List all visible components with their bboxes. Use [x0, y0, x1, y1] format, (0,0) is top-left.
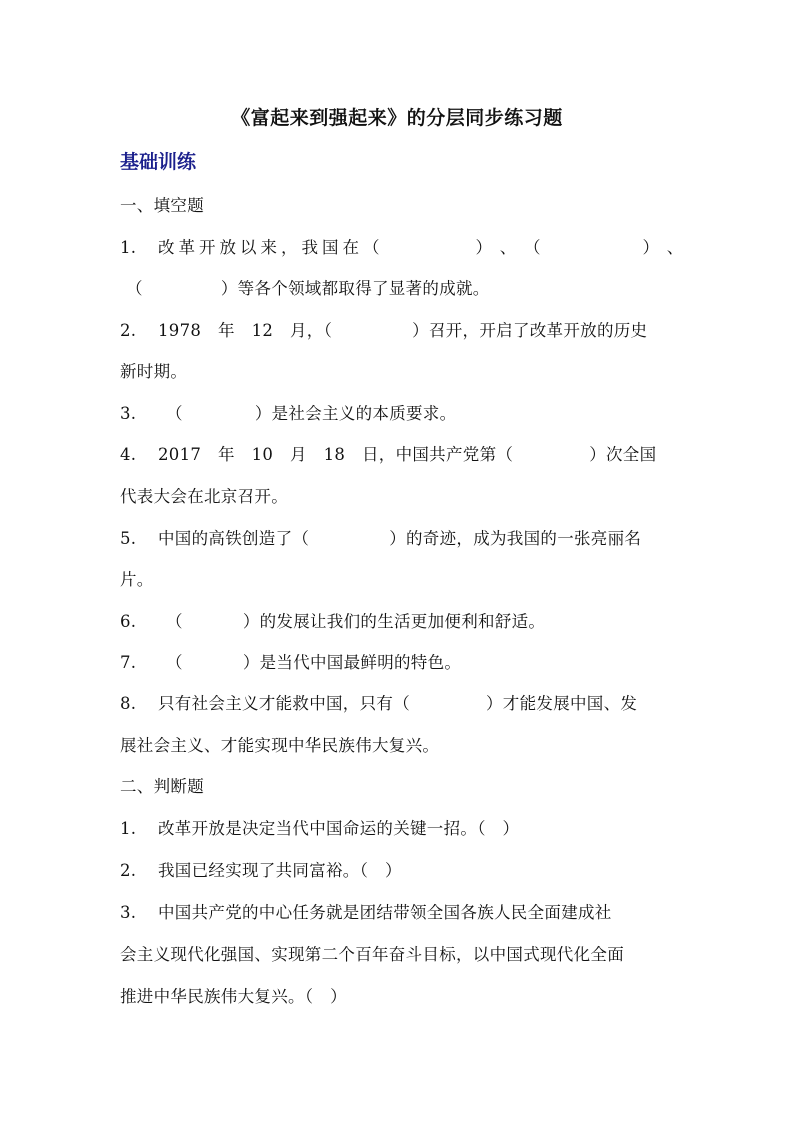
- fill-question-3: [120, 400, 678, 424]
- judge-question-3-line3: 推进中华民族伟大复兴。（ ）: [120, 987, 347, 1006]
- judge-question-3-line1: [120, 899, 678, 923]
- question-number: 7.: [120, 653, 137, 672]
- question-text: ）、（: [475, 238, 557, 257]
- question-text: （: [126, 279, 143, 298]
- question-text: 1978 年 12 月，（: [158, 321, 333, 340]
- fill-question-1-line2: [120, 275, 678, 299]
- fill-question-2-line1: [120, 317, 678, 341]
- question-text: 改革开放是决定当代中国命运的关键一招。（ ）: [158, 819, 520, 838]
- question-text: 我国已经实现了共同富裕。（ ）: [158, 861, 402, 880]
- fill-question-5-line1: [120, 525, 678, 549]
- fill-question-4-line1: [120, 441, 678, 465]
- question-text: ）的发展让我们的生活更加便利和舒适。: [242, 612, 546, 631]
- fill-question-8-line1: [120, 690, 678, 714]
- question-text: ）才能发展中国、发: [486, 694, 638, 713]
- question-number: 4.: [120, 445, 137, 464]
- fill-question-7: [120, 649, 678, 673]
- question-text: ）是当代中国最鲜明的特色。: [242, 653, 462, 672]
- section2-heading: 二、判断题: [120, 777, 204, 796]
- fill-question-2-line2: 新时期。: [120, 362, 188, 381]
- question-text: （: [166, 612, 183, 631]
- question-number: 2.: [120, 321, 137, 340]
- fill-question-4-line2: 代表大会在北京召开。: [120, 487, 288, 506]
- question-text: 中国的高铁创造了（: [158, 529, 310, 548]
- question-number: 1.: [120, 819, 137, 838]
- judge-question-1: [120, 815, 678, 839]
- fill-question-8-line2: 展社会主义、才能实现中华民族伟大复兴。: [120, 736, 440, 755]
- question-number: 3.: [120, 404, 137, 423]
- section1-heading: 一、填空题: [120, 196, 204, 215]
- fill-question-1-line1: [120, 234, 700, 258]
- question-text: （: [166, 653, 183, 672]
- question-text: 中国共产党的中心任务就是团结带领全国各族人民全面建成社: [158, 903, 612, 922]
- fill-question-5-line2: 片。: [120, 570, 154, 589]
- level-heading: 基础训练: [120, 151, 197, 173]
- judge-question-2: [120, 857, 678, 881]
- question-text: 2017 年 10 月 18 日，中国共产党第（: [158, 445, 514, 464]
- question-number: 3.: [120, 903, 137, 922]
- question-text: ）召开，开启了改革开放的历史: [412, 321, 648, 340]
- question-number: 8.: [120, 694, 137, 713]
- question-number: 2.: [120, 861, 137, 880]
- question-text: ）等各个领域都取得了显著的成就。: [220, 279, 490, 298]
- fill-question-6: [120, 608, 678, 632]
- question-text: 只有社会主义才能救中国，只有（: [158, 694, 410, 713]
- question-text: 改革开放以来，我国在（: [158, 238, 384, 257]
- question-text: ）、: [642, 238, 700, 257]
- question-number: 1.: [120, 238, 137, 257]
- question-number: 6.: [120, 612, 137, 631]
- judge-question-3-line2: 会主义现代化强国、实现第二个百年奋斗目标，以中国式现代化全面: [120, 945, 624, 964]
- document-title: 《富起来到强起来》的分层同步练习题: [231, 107, 563, 129]
- question-text: ）的奇迹，成为我国的一张亮丽名: [389, 529, 642, 548]
- question-number: 5.: [120, 529, 137, 548]
- question-text: ）是社会主义的本质要求。: [254, 404, 457, 423]
- question-text: ）次全国: [589, 445, 657, 464]
- question-text: （: [166, 404, 183, 423]
